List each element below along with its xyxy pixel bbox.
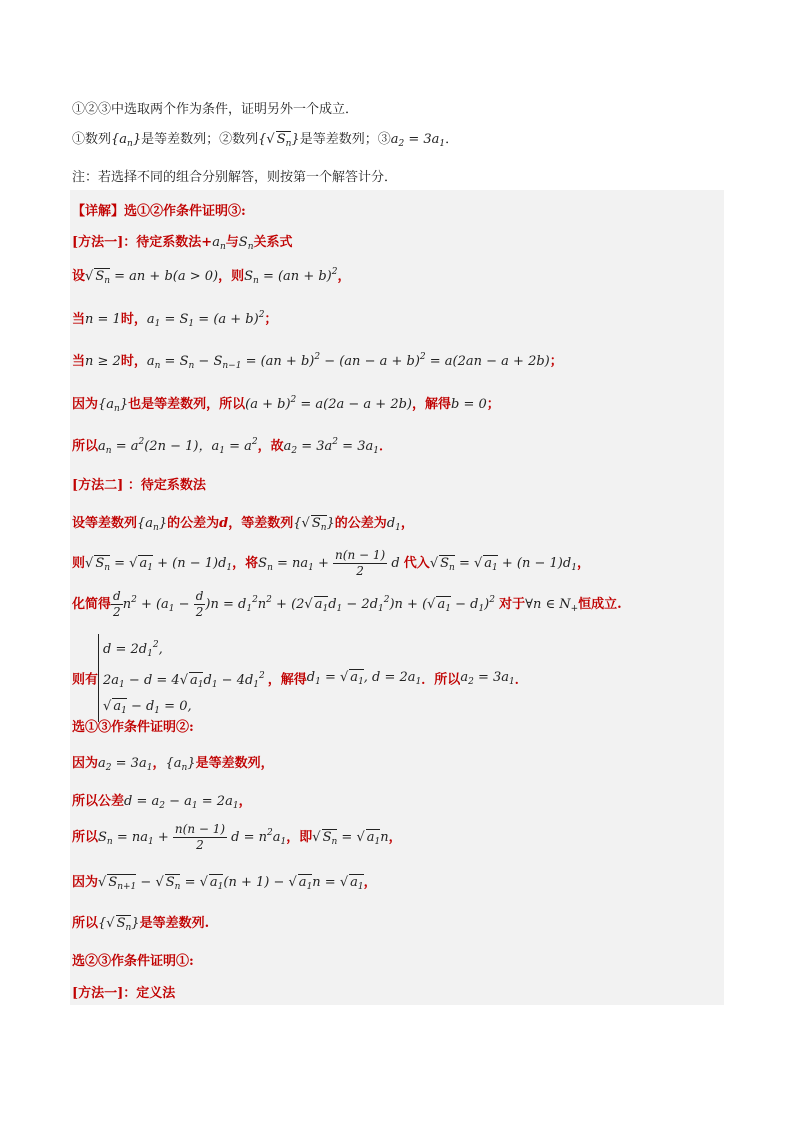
math: $d = a_2 - a_1 = 2a_1$ (124, 794, 239, 811)
s2-line-5 (72, 912, 209, 933)
text: 所以 (72, 916, 99, 931)
sel2-title (72, 716, 194, 735)
math: $\{a_n\}$ (165, 756, 196, 773)
math: {√ $S_n$} (98, 916, 140, 933)
math: $\{a_n\}$ (137, 516, 168, 533)
text: ，则 (218, 269, 245, 284)
math: √ $S_n$ = √ $a_1 + (n - 1)d_1$ (429, 556, 577, 573)
text: ．所以 (421, 672, 461, 688)
text: 选①③作条件证明②: (72, 720, 194, 735)
math: √ $S_{n+1}$ − √ $S_n$ = √ $a_1(n + 1)$ − √ $a_1n$ = √ $a_1$ (98, 875, 364, 892)
text: ①数列 (72, 132, 112, 147)
sel3-title (72, 950, 194, 969)
text: 是等差数列. (139, 916, 210, 931)
intro-line-2 (72, 128, 458, 149)
math: b = 0 (451, 397, 487, 412)
text: ． (445, 132, 459, 147)
m2-line-2: 则√ $S_n$ = √ $a_1 + (n - 1)d_1$，将$S_n = na_1$ + $\frac{n(n - 1)}{2}$ d 代入√ $S_n$ = √ $a_1 + (n - 1)d_1$， (72, 548, 590, 578)
text: 当 (72, 354, 86, 369)
text: [方法二] ：待定系数法 (72, 478, 206, 493)
text: 则有 (72, 672, 99, 688)
text: ，解得 (411, 397, 451, 412)
math: {√ $S_n$} (293, 516, 335, 533)
m2-line-3 (72, 589, 622, 620)
math: $a_n = a^2(2n - 1)$，$a_1 = a^2$ (98, 437, 258, 456)
math: {√ $S_n$} (258, 132, 300, 149)
equation-system: $d = 2d_1^2$, $2a_1 - d = 4√$ $a_1d_1 - 4d_1^2$ √ $a_1 - d_1 = 0$, (98, 634, 265, 722)
math: $S_n = na_1$ + $\frac{n(n - 1)}{2}$ $d = n^2a_1$ (98, 822, 287, 852)
math: $S_n$ (238, 235, 254, 252)
math: $a_n$ (212, 235, 226, 252)
method2-title (72, 474, 206, 493)
math: $S_n = na_1$ + $\frac{n(n - 1)}{2}$ d (258, 548, 400, 578)
s2-line-1: 因为$a_2 = 3a_1$，$\{a_n\}$是等差数列， (72, 756, 274, 773)
text: 是等差数列；②数列 (141, 132, 259, 147)
text: 选①②作条件证明③: (124, 204, 246, 219)
intro-line-1 (72, 98, 358, 117)
text: 的公差为 (167, 516, 220, 531)
math: √ $S_n$ = an + b(a > 0) (85, 269, 219, 286)
intro-text: ①②③中选取两个作为条件，证明另外一个成立． (72, 102, 359, 117)
m1-line-2: 当n = 1时，$a_1 = S_1 = (a + b)^2$； (72, 310, 278, 329)
math: $S_n = (an + b)^2$ (244, 267, 338, 286)
math: ∀n ∈ $N_+$ (525, 597, 579, 614)
text: 因为 (72, 875, 99, 890)
m2-line-4: 则有 $d = 2d_1^2$, $2a_1 - d = 4√$ $a_1d_1 - 4d_1^2$ √ $a_1 - d_1 = 0$, ，解得$d_1$ = √ $a_1$, $d = 2a_1$．所以$a_2 = 3a_1$． (72, 634, 528, 722)
math: √ $S_n$ = √ $a_1 + (n - 1)d_1$ (85, 556, 233, 573)
text: 所以公差 (72, 794, 125, 809)
s2-line-2: 所以公差$d = a_2 - a_1 = 2a_1$， (72, 794, 252, 811)
text: 时， (120, 312, 147, 327)
math: $a_2 = 3a_1$ (98, 756, 153, 773)
text: 是等差数列， (195, 756, 274, 771)
math: $d_1$ = √ $a_1$, $d = 2a_1$ (306, 669, 422, 687)
text: 【详解】 (72, 204, 125, 219)
math: $(a + b)^2 = a(2a - a + 2b)$ (245, 395, 412, 412)
m1-line-5: 所以$a_n = a^2(2n - 1)$，$a_1 = a^2$，故$a_2 = 3a^2 = 3a_1$． (72, 437, 392, 456)
math: n = 1 (85, 312, 121, 327)
text: 则 (72, 556, 86, 571)
math: $a_2 = 3a^2 = 3a_1$ (283, 437, 379, 456)
math: n ≥ 2 (85, 354, 121, 369)
text: 所以 (72, 439, 99, 454)
m2-line-1: 设等差数列$\{a_n\}$的公差为d，等差数列{√ $S_n$}的公差为$d_1$， (72, 516, 414, 533)
m1-line-4: 因为$\{a_n\}$也是等差数列，所以$(a + b)^2 = a(2a - a + 2b)$，解得b = 0； (72, 395, 500, 414)
text: 的公差为 (334, 516, 387, 531)
math: $\{a_n\}$ (98, 397, 129, 414)
text: 化简得 (72, 597, 112, 612)
text: 选②③作条件证明①: (72, 954, 194, 969)
text: 恒成立. (578, 597, 622, 612)
text: 代入 (403, 556, 430, 571)
text: 对于 (499, 597, 526, 612)
math: $a_2 = 3a_1$ (460, 669, 515, 687)
text: ，解得 (267, 672, 307, 688)
text: 因为 (72, 756, 99, 771)
math: $a_2 = 3a_1$ (390, 132, 446, 149)
text: 注：若选择不同的组合分别解答，则按第一个解答计分． (72, 170, 398, 185)
sol-header (72, 200, 246, 219)
text: 与 (225, 235, 239, 250)
m1-line-1: 设√ $S_n$ = an + b(a > 0)，则$S_n = (an + b)^2$， (72, 267, 351, 286)
m1-line-3: 当n ≥ 2时，$a_n = S_n - S_{n-1} = (an + b)^2 - (an - a + b)^2 = a(2an - a + 2b)$； (72, 352, 563, 371)
text: ，故 (257, 439, 284, 454)
method1-title (72, 231, 293, 252)
text: 所以 (72, 830, 99, 845)
text: 关系式 (253, 235, 293, 250)
text: ，将 (232, 556, 259, 571)
text: 是等差数列；③ (299, 132, 391, 147)
math: $a_1 = S_1 = (a + b)^2$ (146, 310, 265, 329)
sel3-method1-title (72, 982, 175, 1001)
s2-line-3: 所以$S_n = na_1$ + $\frac{n(n - 1)}{2}$ $d = n^2a_1$，即√ $S_n$ = √ $a_1n$， (72, 822, 402, 852)
text: 时， (120, 354, 147, 369)
text: 设等差数列 (72, 516, 138, 531)
text: 当 (72, 312, 86, 327)
text: ，即 (286, 830, 313, 845)
math: √ $S_n$ = √ $a_1n$ (312, 830, 389, 847)
math: $d_1$ (386, 516, 401, 533)
text: [方法一]：待定系数法+ (72, 235, 213, 250)
text: d (219, 516, 229, 531)
math: $\frac{d}{2}$ $n^2 + (a_1$ − $\frac{d}{2}$ )$n = d_1^2n^2 + (2√$ $a_1d_1 - 2d_1^2)n$ + (√ $a_1 - d_1)^2$ (113, 589, 495, 619)
s2-line-4: 因为√ $S_{n+1}$ − √ $S_n$ = √ $a_1(n + 1)$ − √ $a_1n$ = √ $a_1$， (72, 875, 377, 892)
text: ，等差数列 (228, 516, 294, 531)
math: $\{a_n\}$ (111, 132, 142, 149)
text: 也是等差数列，所以 (128, 397, 246, 412)
intro-note (72, 166, 397, 185)
math: $a_n = S_n - S_{n-1} = (an + b)^2 - (an - a + b)^2 = a(2an - a + 2b)$ (146, 352, 550, 371)
text: 因为 (72, 397, 99, 412)
text: 设 (72, 269, 86, 284)
text: [方法一]：定义法 (72, 986, 176, 1001)
